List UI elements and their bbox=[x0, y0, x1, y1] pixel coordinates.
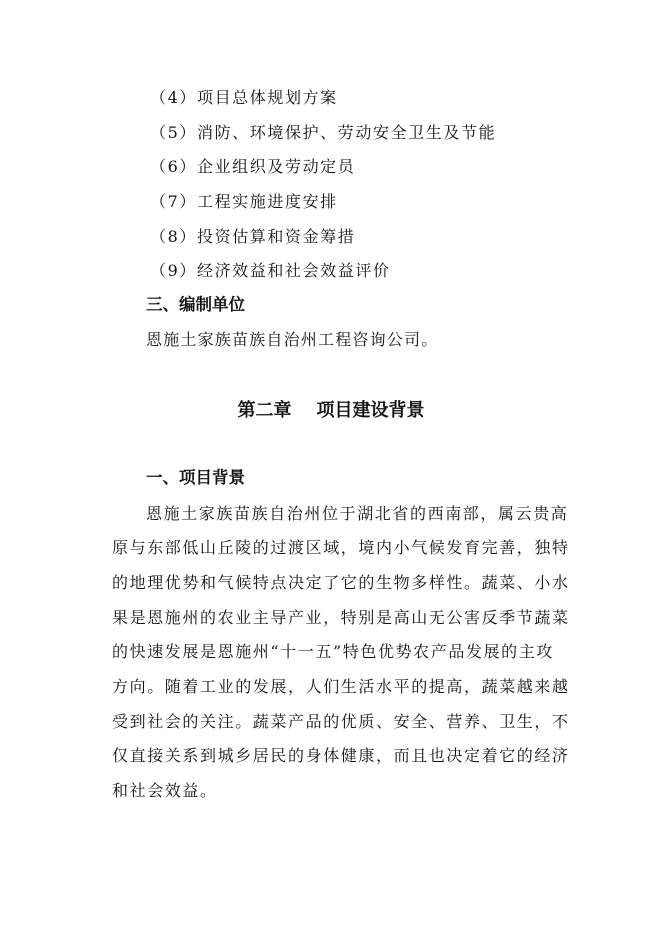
list-item-7: （7）工程实施进度安排 bbox=[150, 192, 338, 211]
paragraph-line: 仅直接关系到城乡居民的身体健康，而且也决定着它的经济 bbox=[112, 746, 570, 765]
paragraph-line: 受到社会的关注。蔬菜产品的优质、安全、营养、卫生，不 bbox=[112, 712, 570, 731]
paragraph-line: 恩施土家族苗族自治州位于湖北省的西南部，属云贵高 bbox=[146, 504, 569, 523]
paragraph-line: 方向。随着工业的发展，人们生活水平的提高，蔬菜越来越 bbox=[112, 677, 570, 696]
section-3-heading: 三、编制单位 bbox=[146, 295, 245, 314]
paragraph-line: 和社会效益。 bbox=[112, 781, 218, 800]
compiling-unit-text: 恩施土家族苗族自治州工程咨询公司。 bbox=[146, 330, 439, 349]
paragraph-line: 的地理优势和气候特点决定了它的生物多样性。蔬菜、小水 bbox=[112, 573, 570, 592]
paragraph-line: 的快速发展是恩施州“十一五”特色优势农产品发展的主攻 bbox=[112, 642, 554, 661]
section-1-heading: 一、项目背景 bbox=[146, 468, 245, 487]
list-item-9: （9）经济效益和社会效益评价 bbox=[150, 261, 391, 280]
paragraph-line: 果是恩施州的农业主导产业，特别是高山无公害反季节蔬菜 bbox=[112, 608, 570, 627]
list-item-5: （5）消防、环境保护、劳动安全卫生及节能 bbox=[150, 123, 497, 142]
list-item-6: （6）企业组织及劳动定员 bbox=[150, 157, 356, 176]
list-item-4: （4）项目总体规划方案 bbox=[150, 88, 338, 107]
chapter-title: 第二章 项目建设背景 bbox=[237, 400, 425, 421]
list-item-8: （8）投资估算和资金筹措 bbox=[150, 227, 356, 246]
paragraph-line: 原与东部低山丘陵的过渡区域，境内小气候发育完善，独特 bbox=[112, 538, 570, 557]
